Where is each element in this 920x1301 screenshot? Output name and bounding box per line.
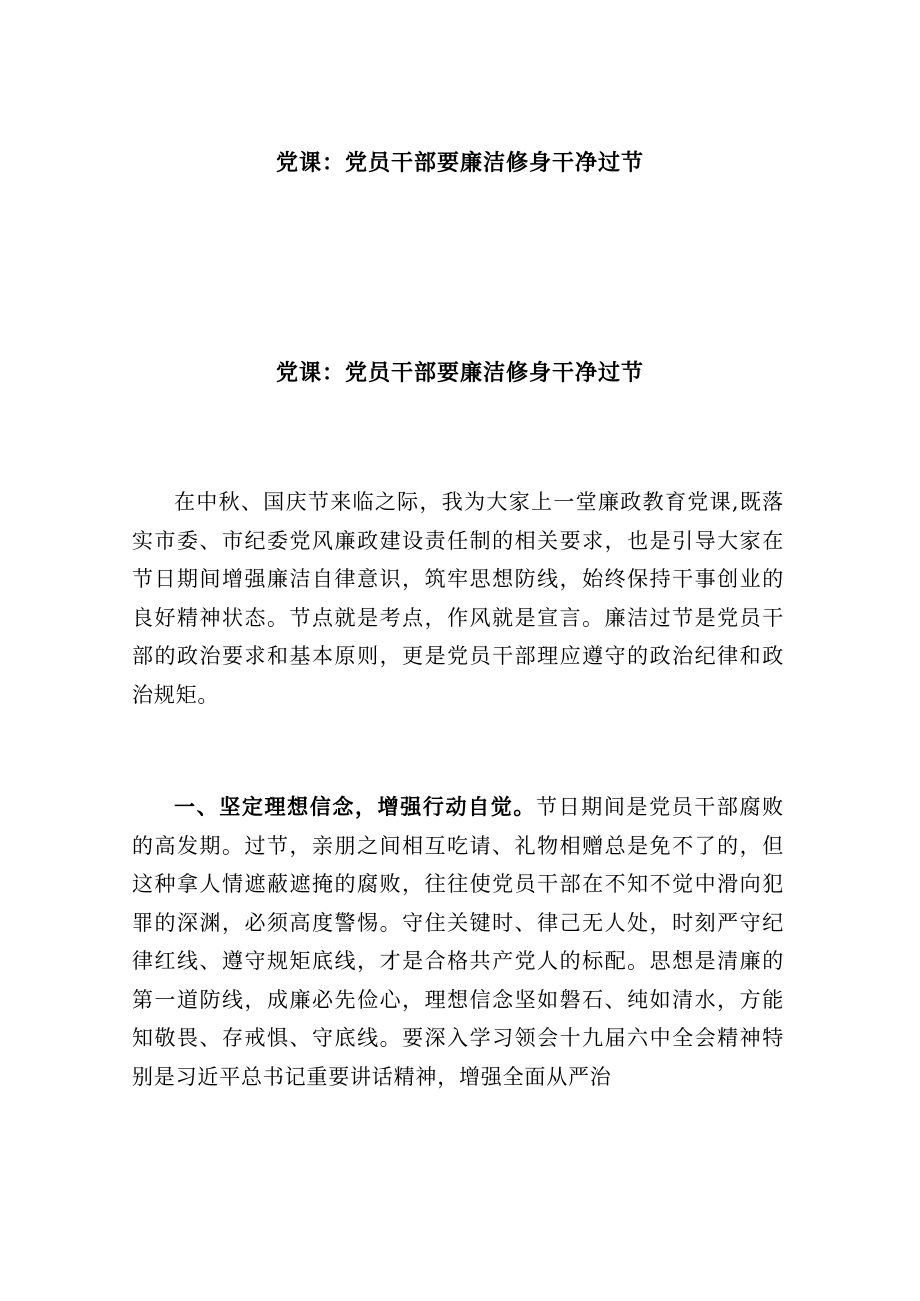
section-heading: 一、坚定理想信念，增强行动自觉。 [174, 794, 536, 819]
section-text: 节日期间是党员干部腐败的高发期。过节，亲朋之间相互吃请、礼物相赠总是免不了的，但这种拿人情遮蔽遮掩的腐败，往往使党员干部在不知不觉中滑向犯罪的深渊，必须高度警惕。守住关键时、律己无人处，时刻严守纪律红线、遵守规矩底线，才是合格共产党人的标配。思想是清廉的第一道防线，成廉必先俭心，理想信念坚如磐石、纯如清水，方能知敬畏、存戒惧、守底线。要深入学习领会十九届六中全会精神特别是习近平总书记重要讲话精神，增强全面从严治 [132, 795, 784, 1089]
page-title: 党课：党员干部要廉洁修身干净过节 [275, 150, 644, 176]
paragraph-intro: 在中秋、国庆节来临之际，我为大家上一堂廉政教育党课,既落实市委、市纪委党风廉政建设责任制的相关要求，也是引导大家在节日期间增强廉洁自律意识，筑牢思想防线，始终保持干事创业的良好精神状态。节点就是考点，作风就是宣言。廉洁过节是党员干部的政治要求和基本原则，更是党员干部理应遵守的政治纪律和政治规矩。 [132, 490, 784, 707]
document-title: 党课：党员干部要廉洁修身干净过节 [275, 360, 644, 386]
paragraph-section-1 [132, 788, 784, 1096]
